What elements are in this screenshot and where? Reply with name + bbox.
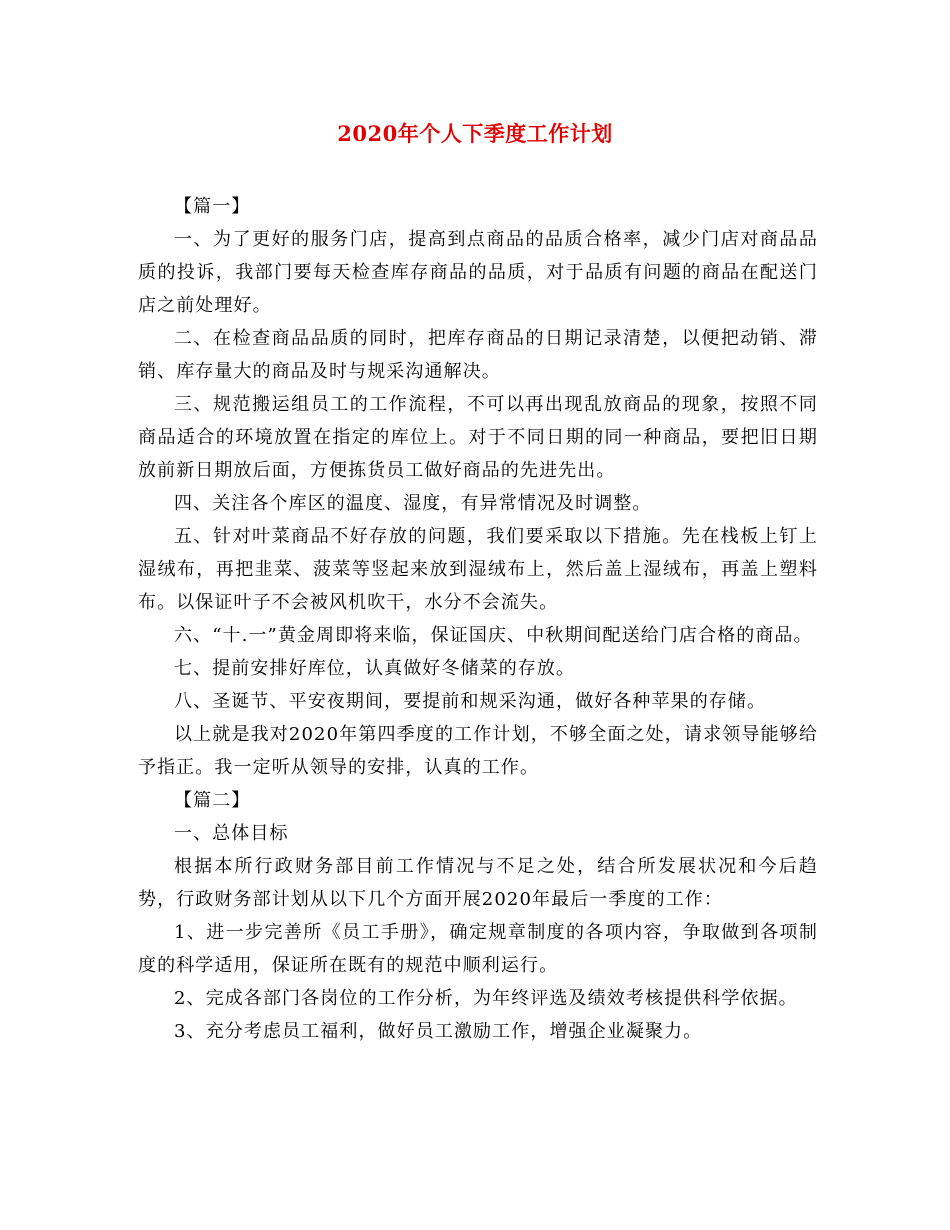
paragraph: 四、关注各个库区的温度、湿度，有异常情况及时调整。 (174, 493, 652, 514)
paragraph: 二、在检查商品品质的同时，把库存商品的日期记录清楚，以便把动销、滞销、库存量大的商品及时与规采沟通解决。 (138, 328, 818, 382)
section-heading-2: 【篇二】 (174, 790, 251, 811)
paragraph: 一、为了更好的服务门店，提高到点商品的品质合格率，减少门店对商品品质的投诉，我部门要每天检查库存商品的品质，对于品质有问题的商品在配送门店之前处理好。 (138, 229, 818, 316)
section-heading-1: 【篇一】 (174, 196, 251, 217)
paragraph: 以上就是我对2020年第四季度的工作计划，不够全面之处，请求领导能够给予指正。我一定听从领导的安排，认真的工作。 (138, 724, 818, 778)
paragraph: 2、完成各部门各岗位的工作分析，为年终评选及绩效考核提供科学依据。 (174, 988, 798, 1009)
paragraph: 3、充分考虑员工福利，做好员工激励工作，增强企业凝聚力。 (174, 1021, 703, 1042)
paragraph: 一、总体目标 (174, 823, 289, 844)
paragraph: 六、“十.一”黄金周即将来临，保证国庆、中秋期间配送给门店合格的商品。 (174, 625, 813, 646)
paragraph: 三、规范搬运组员工的工作流程，不可以再出现乱放商品的现象，按照不同商品适合的环境放置在指定的库位上。对于不同日期的同一种商品，要把旧日期放前新日期放后面，方便拣货员工做好商品的先进先出。 (138, 394, 818, 481)
paragraph: 根据本所行政财务部目前工作情况与不足之处，结合所发展状况和今后趋势，行政财务部计划从以下几个方面开展2020年最后一季度的工作： (138, 856, 818, 910)
document-title: 2020年个人下季度工作计划 (337, 121, 613, 146)
document-body (138, 190, 818, 1048)
paragraph: 五、针对叶菜商品不好存放的问题，我们要采取以下措施。先在栈板上钉上湿绒布，再把韭菜、菠菜等竖起来放到湿绒布上，然后盖上湿绒布，再盖上塑料布。以保证叶子不会被风机吹干，水分不会流失。 (138, 526, 818, 613)
paragraph: 1、进一步完善所《员工手册》，确定规章制度的各项内容，争取做到各项制度的科学适用，保证所在既有的规范中顺利运行。 (138, 922, 818, 976)
paragraph: 七、提前安排好库位，认真做好冬储菜的存放。 (174, 658, 576, 679)
paragraph: 八、圣诞节、平安夜期间，要提前和规采沟通，做好各种苹果的存储。 (174, 691, 767, 712)
